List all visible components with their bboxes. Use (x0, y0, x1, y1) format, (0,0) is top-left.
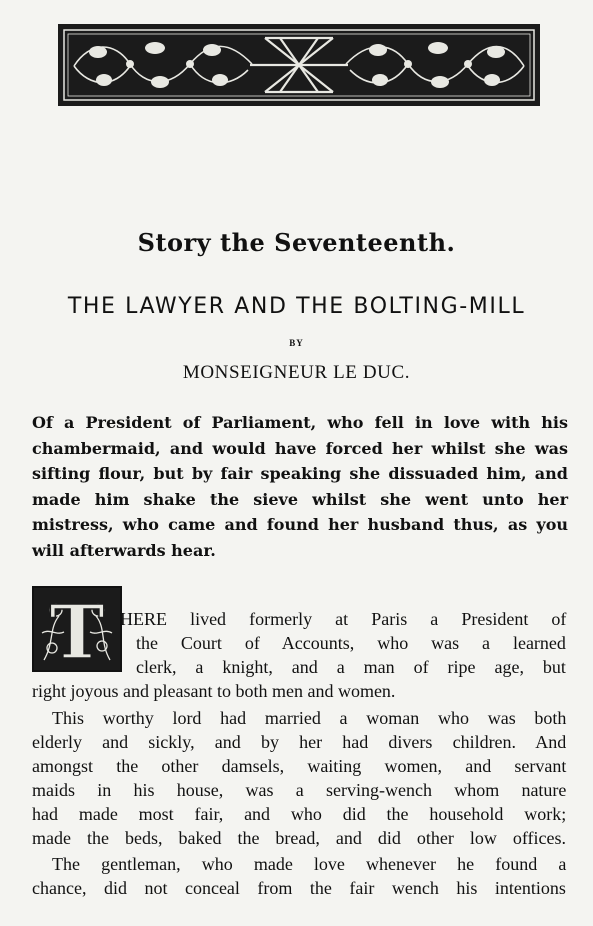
body-line: elderly and sickly, and by her had divers children. And (32, 732, 567, 752)
drop-cap-initial (32, 586, 122, 672)
body-line: chance, did not conceal from the fair wench his intentions (32, 878, 566, 898)
body-line: HERE lived formerly at Paris a President of (120, 609, 567, 629)
body-line: right joyous and pleasant to both men and women. (32, 681, 396, 701)
body-line: This worthy lord had married a woman who was both (52, 708, 567, 728)
body-line: made the beds, baked the bread, and did other low offices. (32, 828, 567, 848)
story-title: THE LAWYER AND THE BOLTING-MILL (67, 294, 526, 319)
body-line: had made most fair, and who did the household work; (32, 804, 567, 824)
body-line: the Court of Accounts, who was a learned (136, 633, 566, 653)
author-name: MONSEIGNEUR LE DUC. (182, 362, 411, 383)
summary-text: Of a President of Parliament, who fell in love with his chambermaid, and would have forced her whilst she was sifting flour, but by fair speaking she dissuaded him, and made him shake the sieve whilst she went unto her mistress, who came and found her husband thus, as you will afterwards hear. (32, 413, 568, 560)
body-line: clerk, a knight, and a man of ripe age, but (136, 657, 566, 677)
body-line: The gentleman, who made love whenever he found a (52, 854, 567, 874)
story-summary (32, 410, 568, 563)
by-label: BY (289, 338, 304, 348)
story-heading: Story the Seventeenth. (137, 228, 456, 257)
drop-cap-letter: T (49, 590, 105, 670)
body-line: maids in his house, was a serving-wench whom nature (32, 780, 567, 800)
ornamental-headpiece (58, 24, 540, 106)
body-line: amongst the other damsels, waiting women, and servant (32, 756, 567, 776)
